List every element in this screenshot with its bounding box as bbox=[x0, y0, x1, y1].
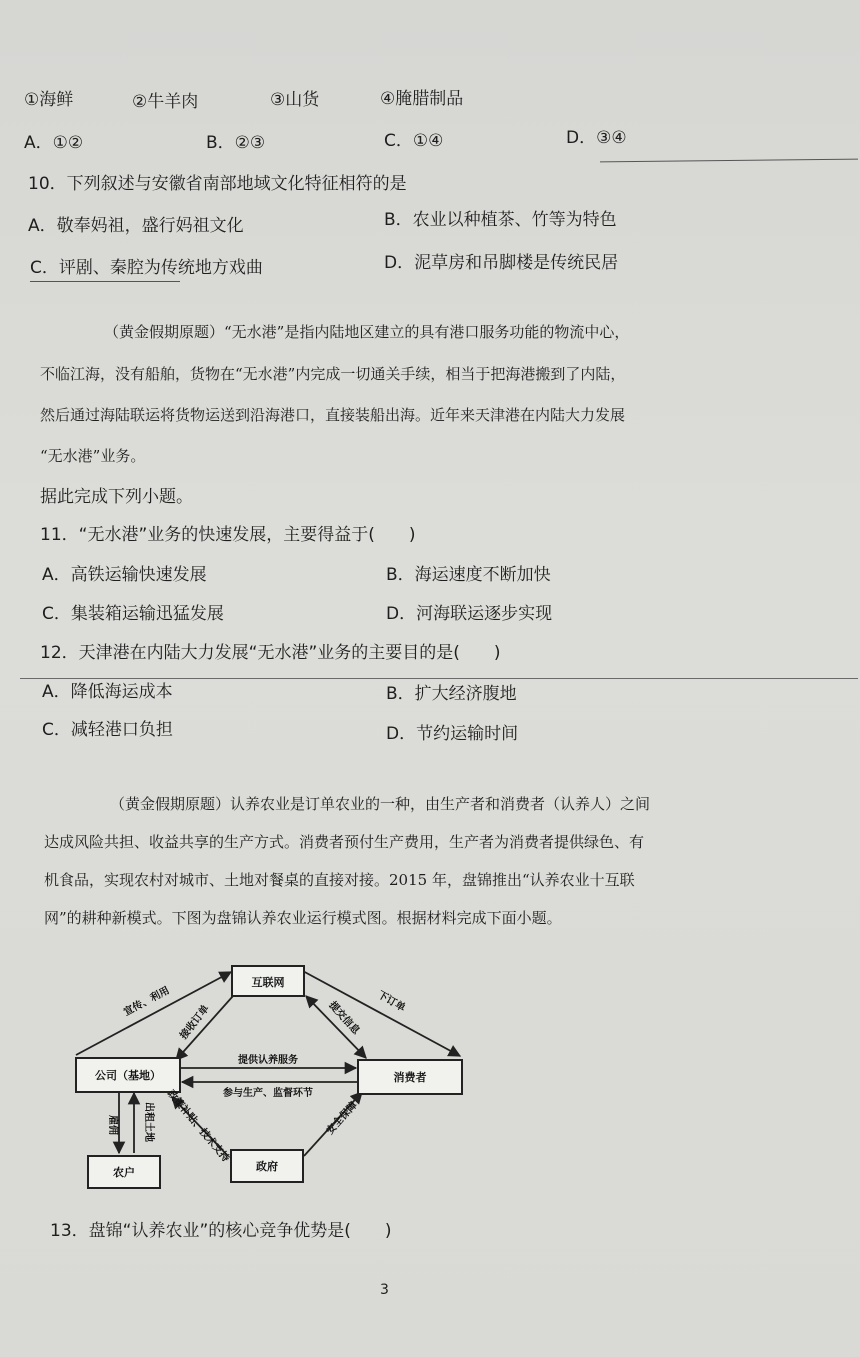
node-consumer: 消费者 bbox=[393, 1071, 427, 1084]
q13-stem: 13．盘锦“认养农业”的核心竞争优势是( ) bbox=[50, 1221, 392, 1241]
q11-option-b: B．海运速度不断加快 bbox=[386, 565, 551, 585]
passage1-line-1: （黄金假期原题）“无水港”是指内陆地区建立的具有港口服务功能的物流中心， bbox=[104, 323, 630, 341]
q9-item-4: ④腌腊制品 bbox=[380, 89, 464, 109]
passage2-line-1: （黄金假期原题）认养农业是订单农业的一种，由生产者和消费者（认养人）之间 bbox=[110, 795, 651, 813]
passage2-line-3: 机食品，实现农村对城市、土地对餐桌的直接对接。2015 年，盘锦推出“认养农业十互联 bbox=[44, 871, 635, 889]
edge-label-safety: 安全保障 bbox=[324, 1099, 360, 1137]
edge-label-lease-land: 出租土地 bbox=[143, 1102, 154, 1142]
edge-label-participate: 参与生产、监督环节 bbox=[223, 1088, 313, 1099]
passage1-instruction: 据此完成下列小题。 bbox=[40, 487, 193, 507]
node-farmer: 农户 bbox=[113, 1166, 135, 1179]
passage2-line-4: 网”的耕种新模式。下图为盘锦认养农业运行模式图。根据材料完成下面小题。 bbox=[44, 909, 562, 927]
q9-option-a: A．①② bbox=[24, 133, 84, 153]
node-company: 公司（基地） bbox=[95, 1069, 161, 1082]
q12-option-c: C．减轻港口负担 bbox=[42, 720, 173, 740]
edge-label-provide-service: 提供认养服务 bbox=[238, 1055, 298, 1066]
q12-stem: 12．天津港在内陆大力发展“无水港”业务的主要目的是( ) bbox=[40, 643, 501, 663]
q11-option-c: C．集装箱运输迅猛发展 bbox=[42, 604, 224, 624]
page-number: 3 bbox=[380, 1282, 389, 1298]
q10-option-c: C．评剧、秦腔为传统地方戏曲 bbox=[30, 258, 263, 278]
passage1-line-4: “无水港”业务。 bbox=[40, 447, 146, 465]
edge-label-policy-support: 政策补贴、技术支持 bbox=[164, 1088, 232, 1165]
q12-option-b: B．扩大经济腹地 bbox=[386, 684, 517, 704]
q11-option-a: A．高铁运输快速发展 bbox=[42, 565, 207, 585]
q9-item-1: ①海鲜 bbox=[24, 90, 74, 110]
edge-label-publicize: 宣传、利用 bbox=[122, 985, 172, 1019]
fold-line bbox=[600, 159, 858, 163]
q10-option-d: D．泥草房和吊脚楼是传统民居 bbox=[384, 253, 619, 273]
q9-item-2: ②牛羊肉 bbox=[132, 92, 199, 112]
node-government: 政府 bbox=[256, 1160, 278, 1173]
q10-option-b: B．农业以种植茶、竹等为特色 bbox=[384, 210, 617, 230]
q12-option-d: D．节约运输时间 bbox=[386, 724, 519, 744]
q9-option-c: C．①④ bbox=[384, 131, 444, 151]
q10-stem: 10．下列叙述与安徽省南部地域文化特征相符的是 bbox=[28, 174, 407, 194]
edge-label-submit-info: 提交信息 bbox=[326, 999, 362, 1037]
passage1-line-3: 然后通过海陆联运将货物运送到沿海港口，直接装船出海。近年来天津港在内陆大力发展 bbox=[40, 406, 626, 424]
edge-label-receive-orders: 接收订单 bbox=[178, 1003, 212, 1042]
q9-option-b: B．②③ bbox=[206, 133, 266, 153]
passage2-line-2: 达成风险共担、收益共享的生产方式。消费者预付生产费用，生产者为消费者提供绿色、有 bbox=[44, 833, 645, 851]
q11-option-d: D．河海联运逐步实现 bbox=[386, 604, 553, 624]
passage1-line-2: 不临江海，没有船舶，货物在“无水港”内完成一切通关手续，相当于把海港搬到了内陆， bbox=[40, 365, 626, 383]
node-internet: 互联网 bbox=[251, 976, 285, 989]
fold-line bbox=[20, 678, 858, 679]
adoption-model-diagram bbox=[60, 960, 480, 1200]
q11-stem: 11．“无水港”业务的快速发展，主要得益于( ) bbox=[40, 525, 416, 545]
q12-option-a: A．降低海运成本 bbox=[42, 682, 173, 702]
edge-internet-consumer-outer bbox=[301, 970, 460, 1056]
edge-label-place-order: 下订单 bbox=[375, 989, 407, 1015]
edge-label-employ: 雇佣 bbox=[107, 1115, 118, 1135]
q10-option-a: A．敬奉妈祖，盛行妈祖文化 bbox=[28, 216, 244, 236]
q9-item-3: ③山货 bbox=[270, 90, 320, 110]
q9-option-d: D．③④ bbox=[566, 128, 627, 148]
option-underline bbox=[30, 281, 180, 282]
